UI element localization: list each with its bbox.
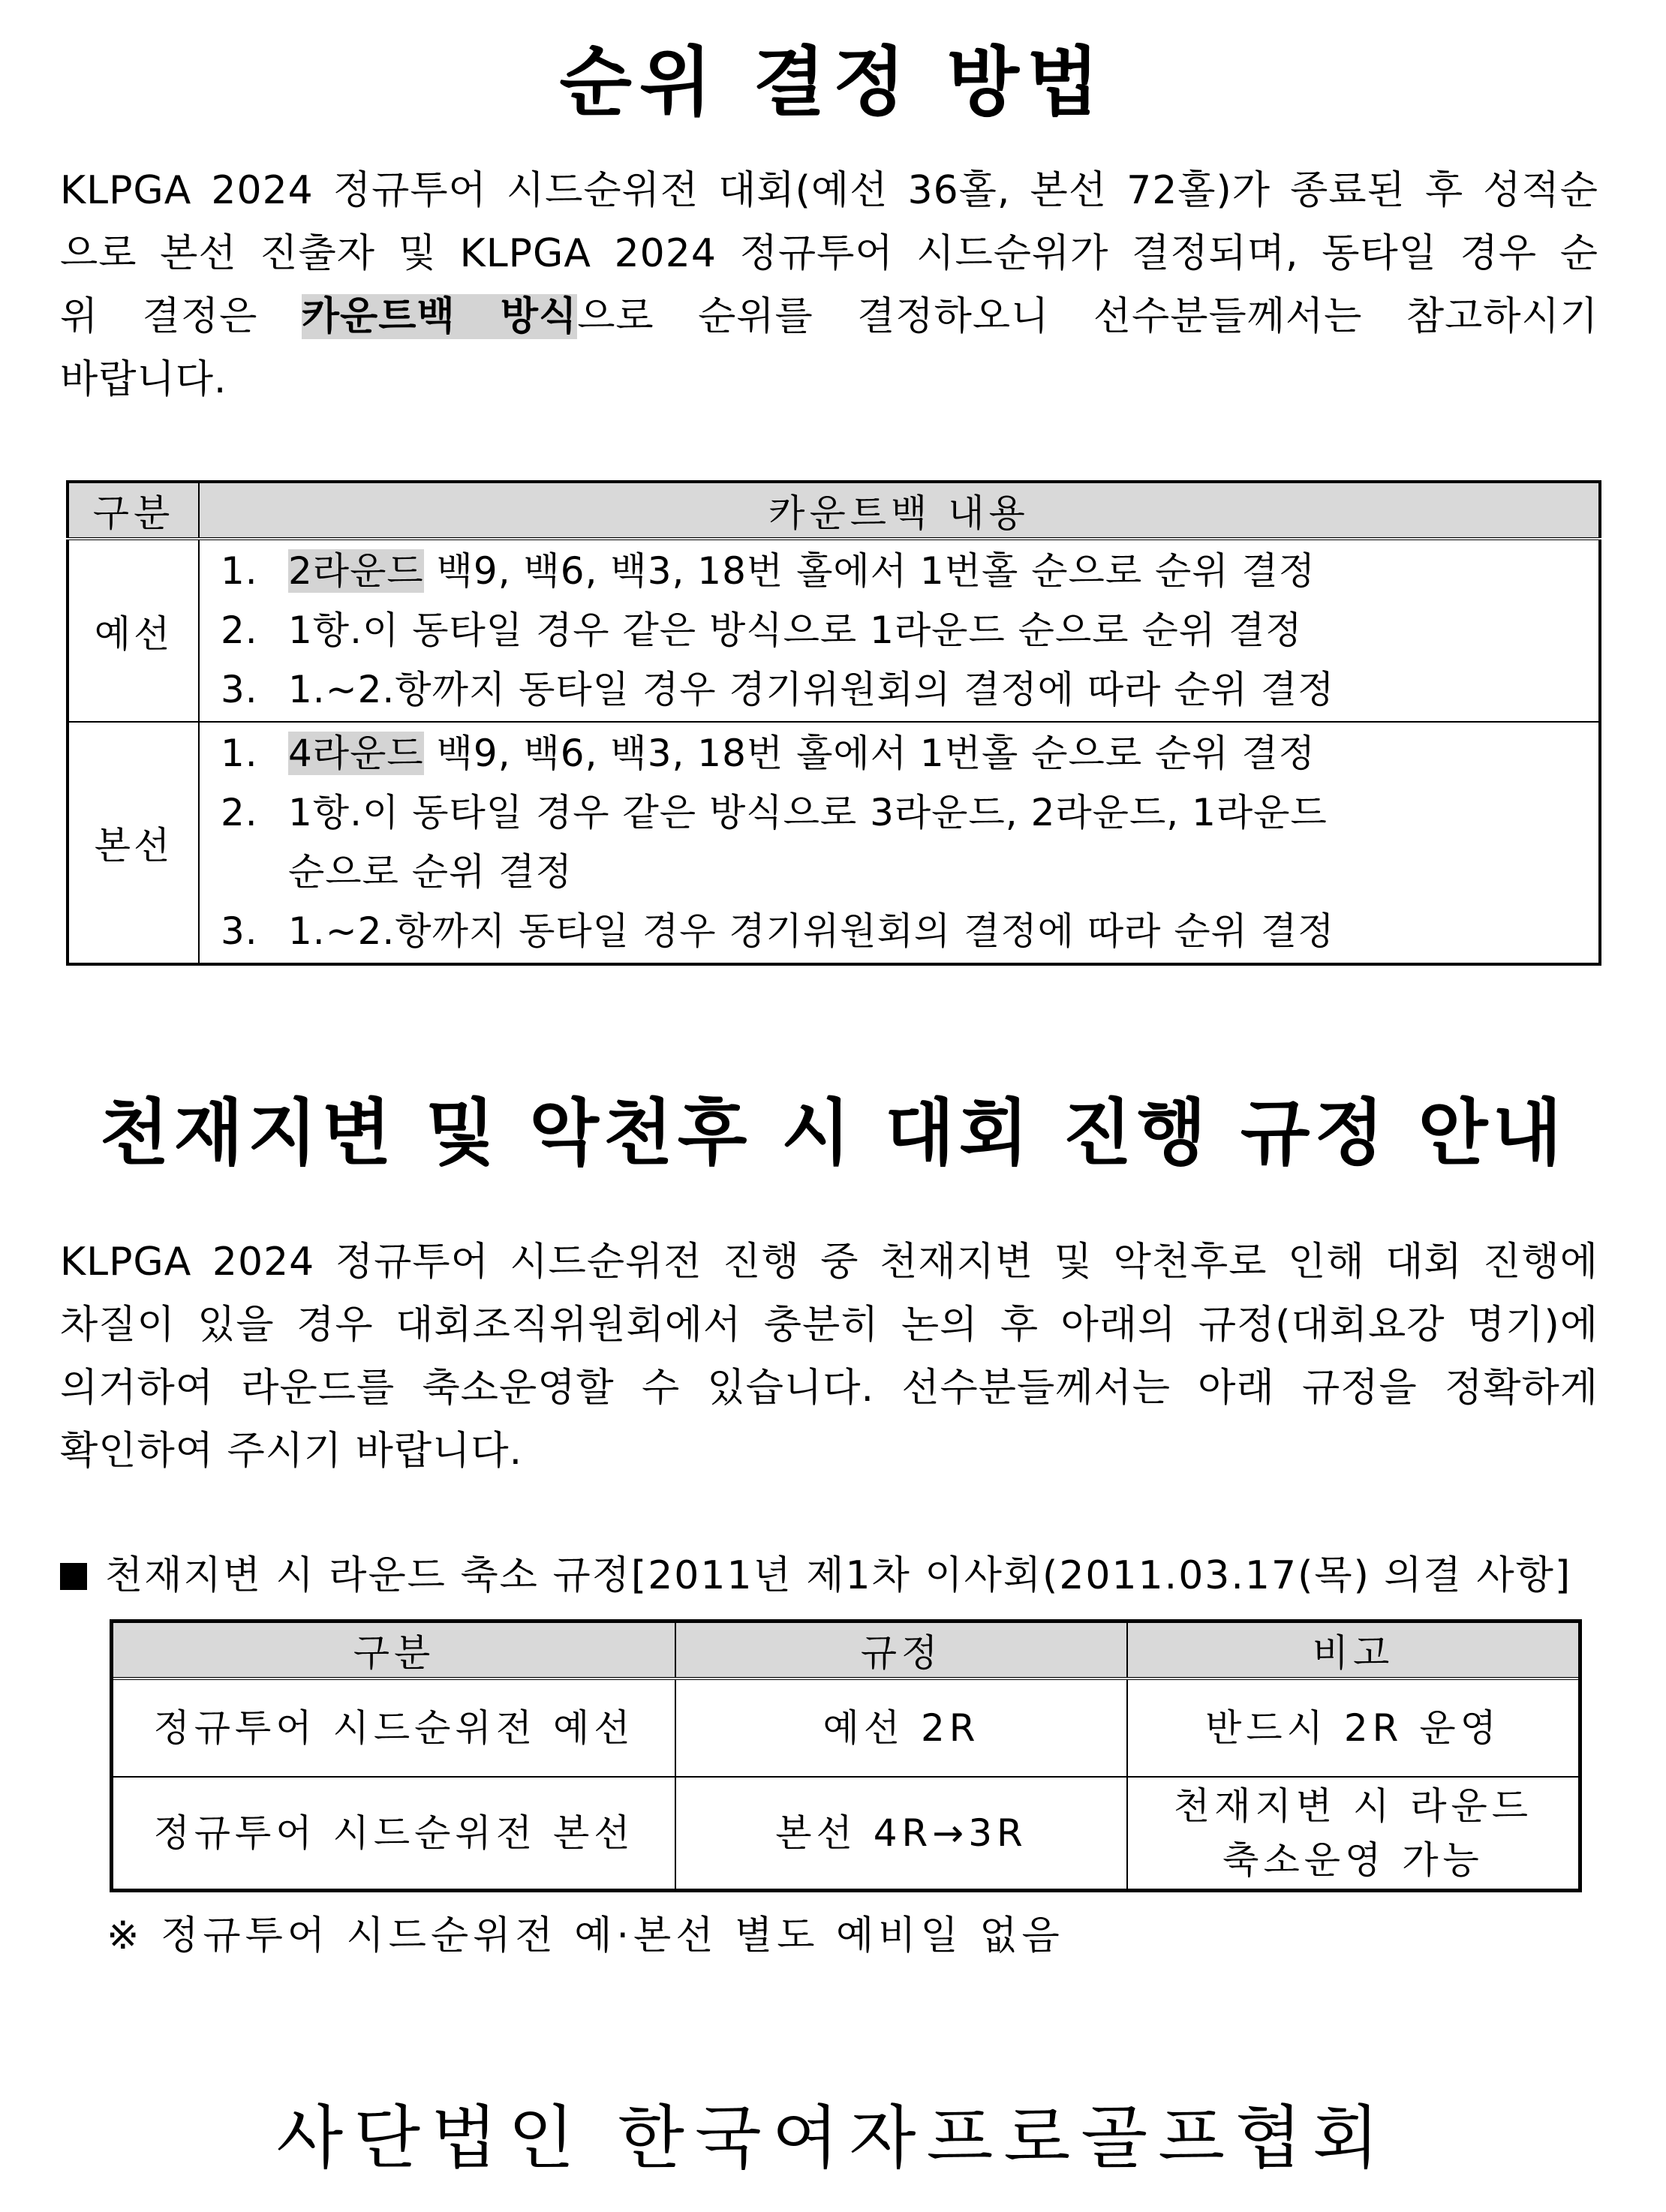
- rule-item: 3. 1.~2.항까지 동타일 경우 경기위원회의 결정에 따라 순위 결정: [221, 909, 1335, 953]
- paragraph-line: 으로 본선 진출자 및 KLPGA 2024 정규투어 시드순위가 결정되며, 동타일 경우 순: [60, 231, 1598, 276]
- final-label: 본선: [68, 722, 199, 964]
- round-highlight: 4라운드: [288, 732, 424, 775]
- row-category: 정규투어 시드순위전 본선: [112, 1777, 676, 1891]
- prelim-rules: [199, 539, 1600, 722]
- section-title: 천재지변 및 악천후 시 대회 진행 규정 안내: [99, 1091, 1567, 1175]
- header-rule: 규정: [675, 1621, 1127, 1679]
- final-rules: [199, 722, 1600, 964]
- weather-paragraph: [60, 1231, 1598, 1483]
- paragraph-line: 바랍니다.: [60, 357, 227, 402]
- ranking-paragraph: [60, 159, 1598, 411]
- row-rule: 예선 2R: [675, 1679, 1127, 1777]
- table-row: [112, 1777, 1580, 1891]
- organization-name: 사단법인 한국여자프로골프협회: [276, 2098, 1390, 2178]
- row-category: 정규투어 시드순위전 예선: [112, 1679, 676, 1777]
- subheading: 천재지변 시 라운드 축소 규정[2011년 제1차 이사회(2011.03.17(목) 의결 사항]: [60, 1546, 1571, 1606]
- paragraph-line: 위 결정은 카운트백 방식으로 순위를 결정하오니 선수분들께서는 참고하시기: [60, 294, 1598, 339]
- round-reduction-table: [110, 1619, 1582, 1892]
- rule-item: 2. 1항.이 동타일 경우 같은 방식으로 1라운드 순으로 순위 결정: [221, 609, 1303, 652]
- paragraph-line: 확인하여 주시기 바랍니다.: [60, 1429, 523, 1474]
- rule-item: 3. 1.~2.항까지 동타일 경우 경기위원회의 결정에 따라 순위 결정: [221, 668, 1335, 711]
- row-note: 천재지변 시 라운드 축소운영 가능: [1127, 1777, 1580, 1891]
- prelim-label: 예선: [68, 539, 199, 722]
- round-highlight: 2라운드: [288, 549, 424, 593]
- table-row: [112, 1679, 1580, 1777]
- rule-item: 2. 1항.이 동타일 경우 같은 방식으로 3라운드, 2라운드, 1라운드: [221, 791, 1328, 834]
- rule-item: 1. 2라운드 백9, 백6, 백3, 18번 홀에서 1번홀 순으로 순위 결정: [221, 549, 1316, 593]
- square-bullet-icon: [60, 1563, 87, 1590]
- countback-highlight: 카운트백 방식: [301, 294, 578, 339]
- countback-table: [66, 480, 1601, 966]
- header-note: 비고: [1127, 1621, 1580, 1679]
- row-rule: 본선 4R→3R: [675, 1777, 1127, 1891]
- paragraph-line: 의거하여 라운드를 축소운영할 수 있습니다. 선수분들께서는 아래 규정을 정확하게: [60, 1366, 1598, 1411]
- header-content: 카운트백 내용: [199, 482, 1600, 539]
- rule-item: 1. 4라운드 백9, 백6, 백3, 18번 홀에서 1번홀 순으로 순위 결정: [221, 732, 1316, 775]
- row-note: 반드시 2R 운영: [1127, 1679, 1580, 1777]
- rule-item-continued: 순으로 순위 결정: [288, 850, 573, 894]
- paragraph-line: 차질이 있을 경우 대회조직위원회에서 충분히 논의 후 아래의 규정(대회요강 명기)에: [60, 1303, 1598, 1348]
- header-category: 구분: [112, 1621, 676, 1679]
- header-category: 구분: [68, 482, 199, 539]
- paragraph-line: KLPGA 2024 정규투어 시드순위전 진행 중 천재지변 및 악천후로 인해 대회 진행에: [60, 1240, 1598, 1285]
- footnote: ※ 정규투어 시드순위전 예·본선 별도 예비일 없음: [107, 1913, 1064, 1958]
- page-title: 순위 결정 방법: [559, 38, 1107, 126]
- paragraph-line: KLPGA 2024 정규투어 시드순위전 대회(예선 36홀, 본선 72홀)가 종료된 후 성적순: [60, 168, 1598, 213]
